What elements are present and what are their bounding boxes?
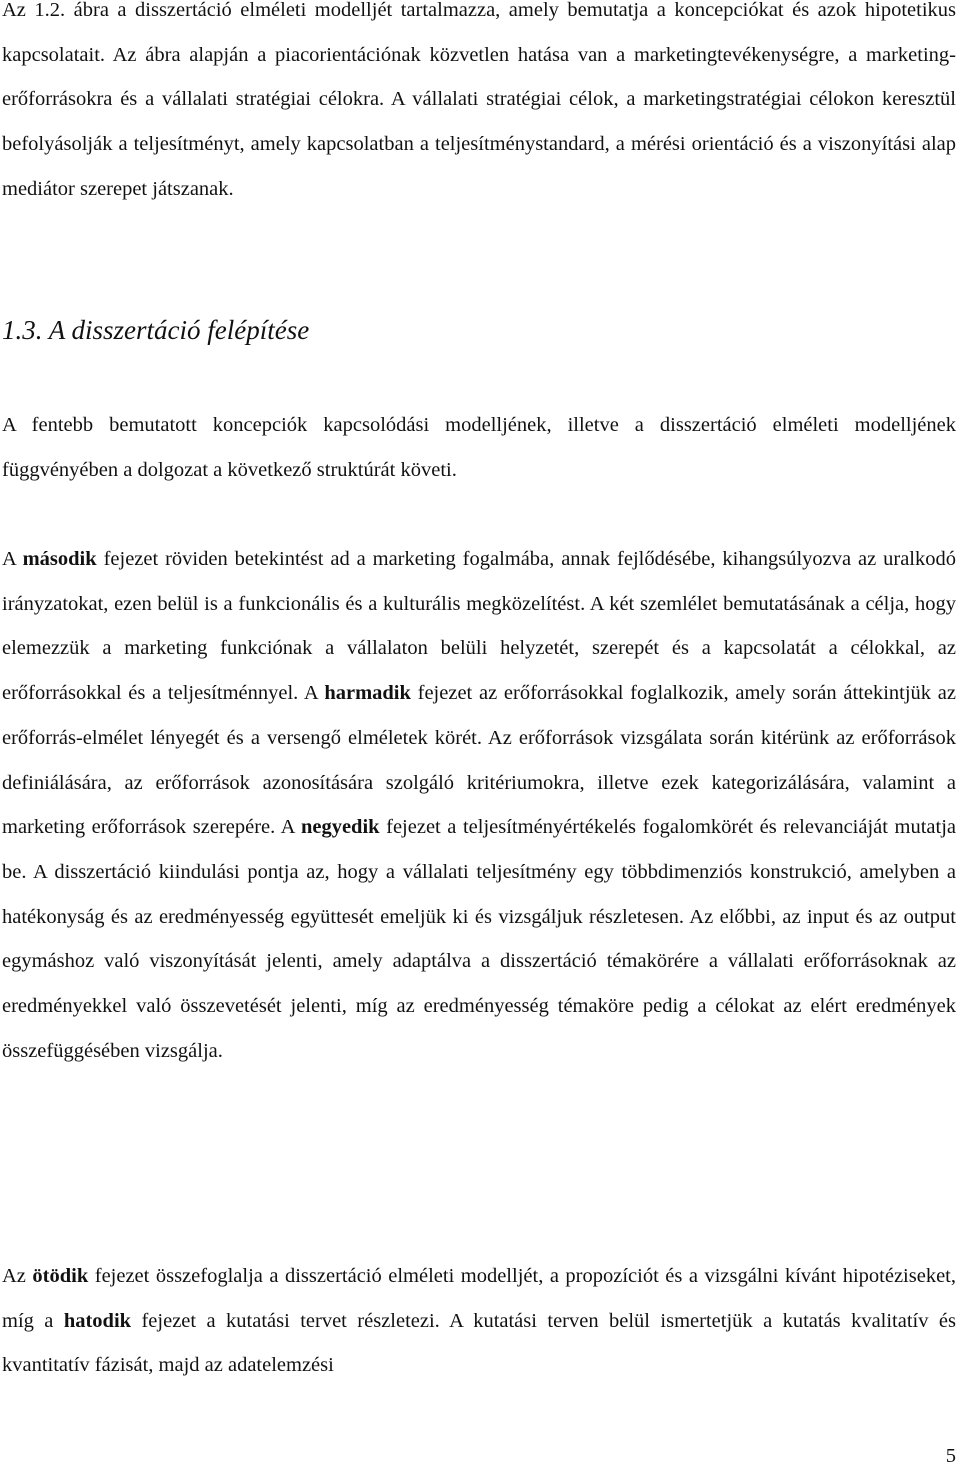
fifth-text-1: Az — [2, 1265, 33, 1287]
structure-intro-text: A fentebb bemutatott koncepciók kapcsolódási modelljének, illetve a disszertáció elméleti modelljének függvényében a dolgozat a következő struktúrát követi. — [2, 414, 956, 481]
fifth-text-2: fejezet összefoglalja a disszertáció elméleti modelljét, a propozíciót és a vizsgálni kívánt hipotéziseket, míg a — [2, 1265, 956, 1332]
page-number: 5 — [945, 1445, 956, 1467]
intro-text: Az 1.2. ábra a disszertáció elméleti modelljét tartalmazza, amely bemutatja a koncepciókat és azok hipotetikus kapcsolatait. Az ábra alapján a piacorientációnak közvetlen hatása van a marketingtevékenységre, a marketing-erőforrásokra és a vállalati stratégiai célokra. A vállalati stratégiai célok, a marketingstratégiai célokon keresztül befolyásolják a teljesítményt, amely kapcsolatban a teljesítménystandard, a mérési orientáció és a viszonyítási alap mediátor szerepet játszanak. — [2, 0, 956, 200]
chapter-fifth-bold: ötödik — [32, 1265, 89, 1287]
structure-intro-paragraph — [2, 403, 956, 492]
chapters-text-3: fejezet az erőforrásokkal foglalkozik, amely során áttekintjük az erőforrás-elmélet lényegét és a versengő elméletek körét. Az erőforrások vizsgálata során kitérünk az erőforrások definiálására, az erőforrások azonosítására szolgáló kritériumokra, illetve ezek kategorizálására, valamint a marketing erőforrások szerepére. A — [2, 682, 956, 839]
intro-paragraph — [2, 0, 956, 212]
chapters-paragraph — [2, 537, 956, 1073]
chapter-third-bold: harmadik — [324, 682, 411, 705]
chapter-second-bold: második — [22, 548, 97, 570]
fifth-chapter-paragraph — [2, 1254, 956, 1388]
fifth-text-3: fejezet a kutatási tervet részletezi. A kutatási terven belül ismertetjük a kutatás kvalitatív és kvantitatív fázisát, majd az adatelemzési — [2, 1309, 956, 1377]
chapters-text-2: fejezet röviden betekintést ad a marketing fogalmába, annak fejlődésébe, kihangsúlyozva az uralkodó irányzatokat, ezen belül is a funkcionális és a kulturális megközelítést. A két szemlélet bemutatásának a célja, hogy elemezzük a marketing funkciónak a vállalaton belüli helyzetét, szerepét és a kapcsolatát a célokkal, az erőforrásokkal és a teljesítménnyel. A — [2, 548, 956, 705]
chapters-text-1: A — [2, 548, 23, 570]
section-heading: 1.3. A disszertáció felépítése — [2, 315, 310, 345]
chapters-text-4: fejezet a teljesítményértékelés fogalomkörét és relevanciáját mutatja be. A disszertáció kiindulási pontja az, hogy a vállalati teljesítmény egy többdimenziós konstrukció, amelyben a hatékonyság és az eredményesség együttesét emeljük ki és vizsgáljuk részletesen. Az előbbi, az input és az output egymáshoz való viszonyítását jelenti, amely adaptálva a disszertáció témakörére a vállalati erőforrásoknak az eredményekkel való összevetését jelenti, míg az eredményesség témaköre pedig a célokat az elért eredmények összefüggésében vizsgálja. — [2, 816, 957, 1062]
chapter-sixth-bold: hatodik — [63, 1309, 132, 1332]
chapter-fourth-bold: negyedik — [300, 816, 380, 839]
